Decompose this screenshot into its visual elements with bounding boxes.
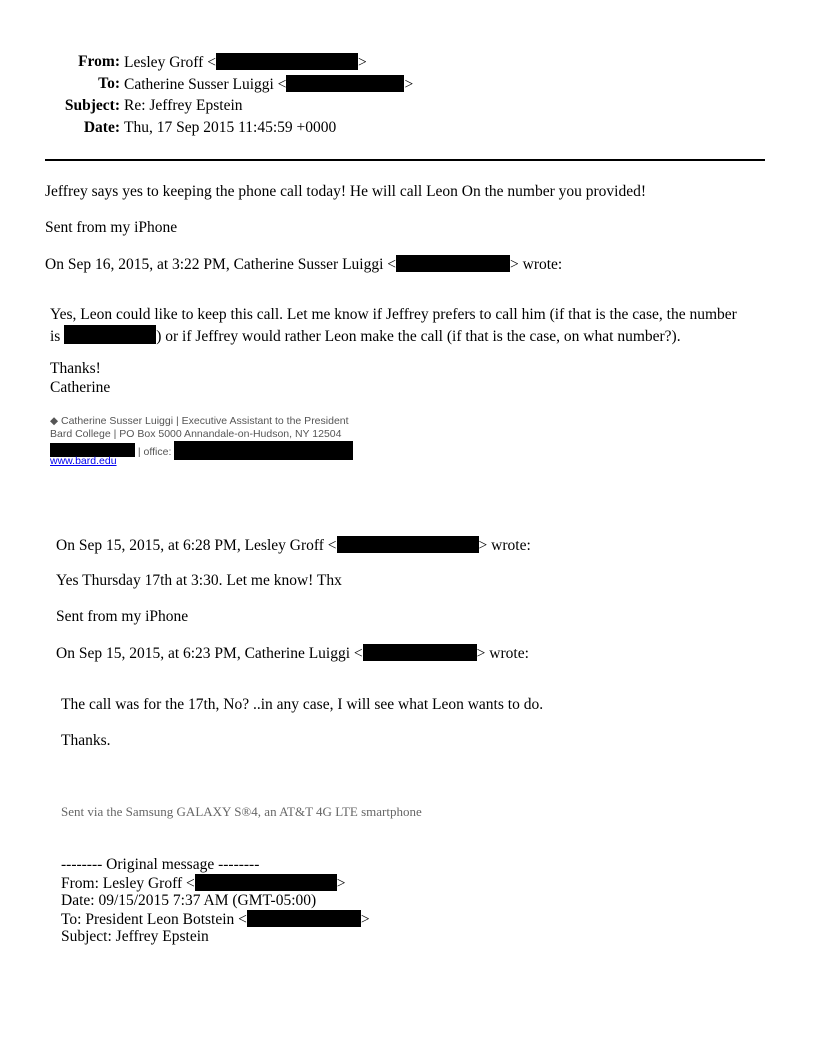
redaction-box [337,536,479,553]
quote-intro-text: On Sep 15, 2015, at 6:23 PM, Catherine Luiggi < [56,645,363,662]
from-name: Lesley Groff < [124,54,216,71]
signature-line-1: ◆ Catherine Susser Luiggi | Executive Assistant to the President [50,415,349,427]
thanks-text: Thanks! [50,360,101,377]
paragraph-text: is [50,328,61,345]
to-name: Catherine Susser Luiggi < [124,76,287,93]
quote-intro-2 [56,536,531,555]
close-bracket: > [360,911,370,928]
bard-website-link[interactable]: www.bard.edu [50,455,117,467]
close-bracket: > [336,875,346,892]
header-divider [45,159,765,161]
redaction-box [64,325,156,344]
catherine-name: Catherine [50,379,111,396]
subject-label: Subject: [64,97,120,114]
lesley-reply: Yes Thursday 17th at 3:30. Let me know! Thx [56,572,342,589]
redaction-box [363,644,477,661]
sent-from-iphone-2: Sent from my iPhone [56,608,189,625]
original-from [61,874,345,893]
body-line-1: Jeffrey says yes to keeping the phone call today! He will call Leon On the number you provided! [45,183,647,200]
redaction-box [247,910,361,927]
original-subject: Subject: Jeffrey Epstein [61,928,209,945]
samsung-signature: Sent via the Samsung GALAXY S®4, an AT&T 4G LTE smartphone [61,804,422,819]
paragraph-text: ) or if Jeffrey would rather Leon make the call (if that is the case, on what number?). [156,328,681,345]
to-label: To: [98,75,120,92]
wrote-text: > wrote: [476,645,529,662]
original-date: Date: 09/15/2015 7:37 AM (GMT-05:00) [61,892,317,909]
original-from-text: From: Lesley Groff < [61,875,195,892]
redaction-box [286,75,404,92]
from-label: From: [78,53,120,70]
quote-intro-3 [56,644,529,663]
redaction-box [396,255,510,272]
subject-value: Re: Jeffrey Epstein [124,97,243,114]
office-label: | office: [135,446,175,458]
wrote-text: > wrote: [510,256,563,273]
thanks-text-2: Thanks. [61,732,111,749]
date-label: Date: [83,119,120,136]
signature-link-row [50,455,117,467]
original-to [61,910,370,929]
date-value: Thu, 17 Sep 2015 11:45:59 +0000 [124,119,337,136]
redaction-box [216,53,358,70]
original-message-divider: -------- Original message -------- [61,856,260,873]
catherine-paragraph-line-2 [50,325,681,346]
original-to-text: To: President Leon Botstein < [61,911,247,928]
quote-intro-1 [45,255,562,274]
to-close: > [404,76,414,93]
from-value [124,53,367,72]
quote-intro-text: On Sep 15, 2015, at 6:28 PM, Lesley Groff < [56,537,337,554]
quote-intro-text: On Sep 16, 2015, at 3:22 PM, Catherine Susser Luiggi < [45,256,397,273]
from-close: > [357,54,367,71]
wrote-text: > wrote: [478,537,531,554]
sent-from-iphone: Sent from my iPhone [45,219,178,236]
to-value [124,75,413,94]
signature-line-2: Bard College | PO Box 5000 Annandale-on-Hudson, NY 12504 [50,428,342,440]
catherine-paragraph-line-1: Yes, Leon could like to keep this call. Let me know if Jeffrey prefers to call him (if that is the case, the number [50,306,737,323]
catherine-reply: The call was for the 17th, No? ..in any case, I will see what Leon wants to do. [61,696,544,713]
redaction-box [174,441,353,460]
redaction-box [195,874,337,891]
